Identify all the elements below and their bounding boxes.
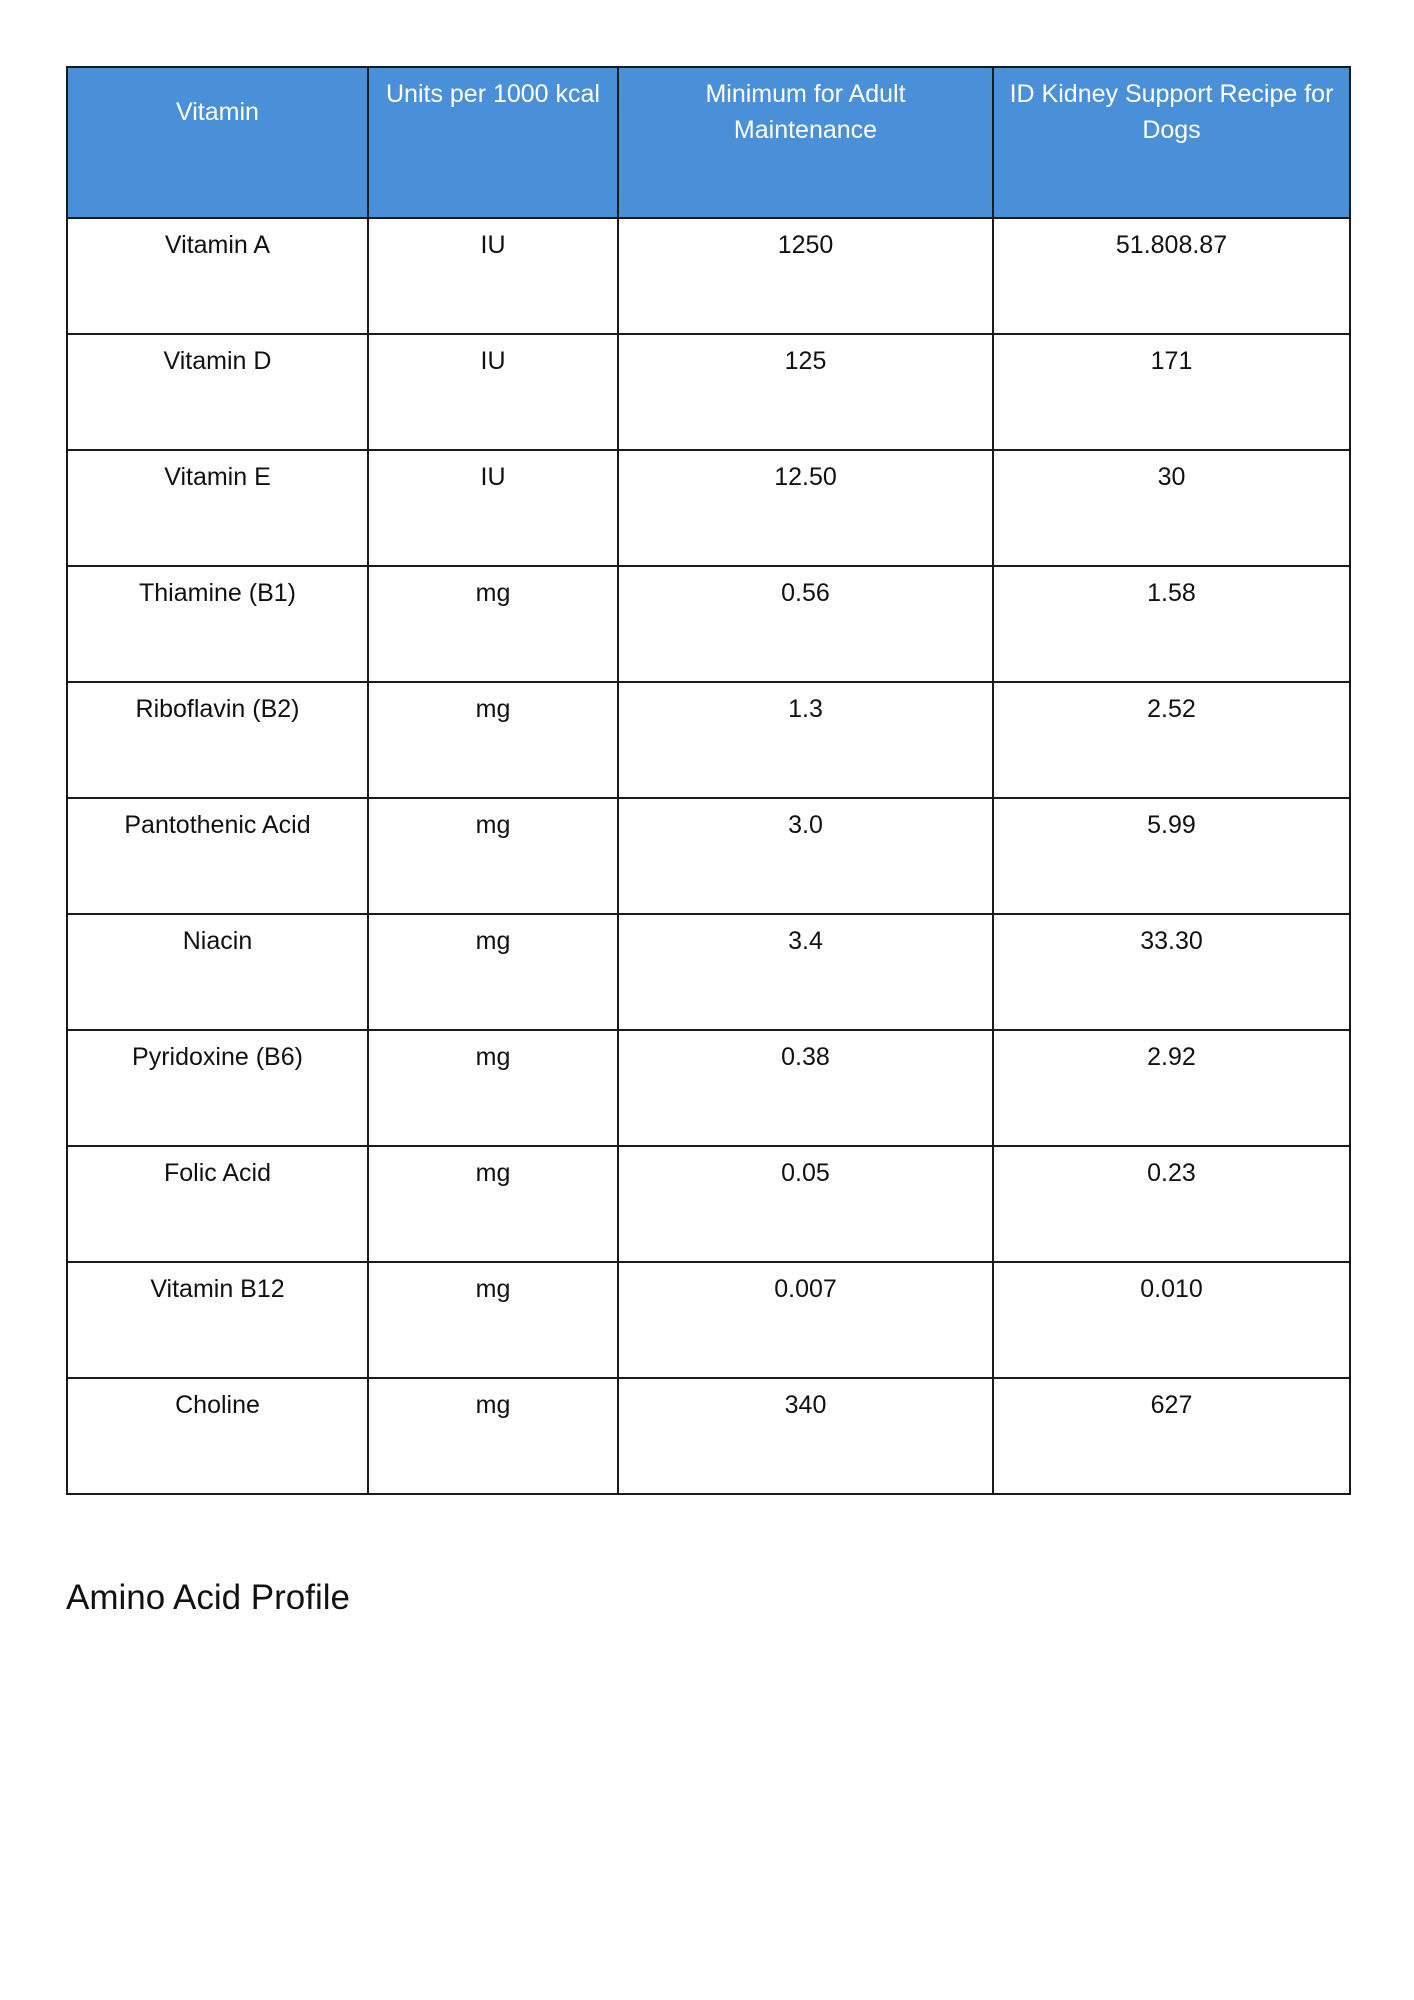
cell-units: IU <box>368 334 618 450</box>
vitamin-table <box>66 66 1351 1495</box>
cell-recipe: 0.23 <box>993 1146 1350 1262</box>
cell-units: IU <box>368 450 618 566</box>
header-minimum: Minimum for Adult Maintenance <box>618 67 993 218</box>
cell-vitamin: Niacin <box>67 914 368 1030</box>
cell-minimum: 1250 <box>618 218 993 334</box>
cell-vitamin: Vitamin A <box>67 218 368 334</box>
cell-vitamin: Folic Acid <box>67 1146 368 1262</box>
table-body <box>67 218 1350 1494</box>
cell-vitamin: Vitamin E <box>67 450 368 566</box>
cell-recipe: 2.52 <box>993 682 1350 798</box>
table-row <box>67 1262 1350 1378</box>
cell-units: IU <box>368 218 618 334</box>
section-title: Amino Acid Profile <box>66 1578 351 1617</box>
cell-units: mg <box>368 682 618 798</box>
table-row <box>67 450 1350 566</box>
cell-vitamin: Riboflavin (B2) <box>67 682 368 798</box>
cell-vitamin: Thiamine (B1) <box>67 566 368 682</box>
cell-recipe: 2.92 <box>993 1030 1350 1146</box>
cell-recipe: 171 <box>993 334 1350 450</box>
table-row <box>67 798 1350 914</box>
cell-vitamin: Vitamin B12 <box>67 1262 368 1378</box>
header-recipe: ID Kidney Support Recipe for Dogs <box>993 67 1350 218</box>
table-row <box>67 218 1350 334</box>
table-header <box>67 67 1350 218</box>
cell-recipe: 51.808.87 <box>993 218 1350 334</box>
cell-recipe: 5.99 <box>993 798 1350 914</box>
header-vitamin: Vitamin <box>67 67 368 218</box>
table-row <box>67 1146 1350 1262</box>
cell-units: mg <box>368 798 618 914</box>
cell-units: mg <box>368 1262 618 1378</box>
cell-units: mg <box>368 1030 618 1146</box>
cell-minimum: 12.50 <box>618 450 993 566</box>
cell-minimum: 125 <box>618 334 993 450</box>
cell-minimum: 3.4 <box>618 914 993 1030</box>
cell-vitamin: Vitamin D <box>67 334 368 450</box>
header-units: Units per 1000 kcal <box>368 67 618 218</box>
cell-units: mg <box>368 1146 618 1262</box>
table-row <box>67 1030 1350 1146</box>
cell-units: mg <box>368 1378 618 1494</box>
table-row <box>67 682 1350 798</box>
cell-minimum: 0.007 <box>618 1262 993 1378</box>
cell-vitamin: Pyridoxine (B6) <box>67 1030 368 1146</box>
cell-minimum: 0.38 <box>618 1030 993 1146</box>
cell-minimum: 340 <box>618 1378 993 1494</box>
cell-recipe: 1.58 <box>993 566 1350 682</box>
cell-recipe: 0.010 <box>993 1262 1350 1378</box>
table-row <box>67 1378 1350 1494</box>
cell-recipe: 627 <box>993 1378 1350 1494</box>
cell-recipe: 33.30 <box>993 914 1350 1030</box>
cell-vitamin: Choline <box>67 1378 368 1494</box>
cell-minimum: 3.0 <box>618 798 993 914</box>
cell-minimum: 1.3 <box>618 682 993 798</box>
cell-units: mg <box>368 914 618 1030</box>
cell-vitamin: Pantothenic Acid <box>67 798 368 914</box>
table-row <box>67 566 1350 682</box>
table-row <box>67 914 1350 1030</box>
cell-units: mg <box>368 566 618 682</box>
table-row <box>67 334 1350 450</box>
cell-minimum: 0.05 <box>618 1146 993 1262</box>
header-row <box>67 67 1350 218</box>
cell-minimum: 0.56 <box>618 566 993 682</box>
cell-recipe: 30 <box>993 450 1350 566</box>
